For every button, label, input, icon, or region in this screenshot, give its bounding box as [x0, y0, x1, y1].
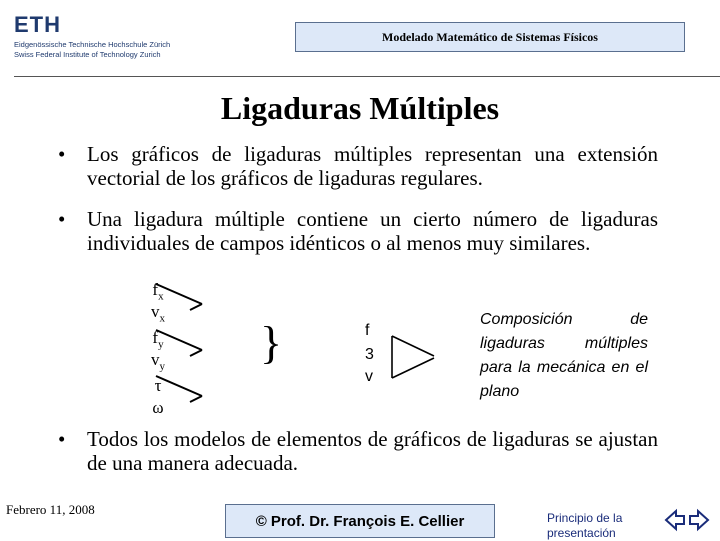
link-line-1: Principio de la [547, 511, 623, 525]
course-title: Modelado Matemático de Sistemas Físicos [382, 29, 598, 44]
link-line-2: presentación [547, 526, 616, 540]
header-divider [14, 76, 720, 77]
bullet-1-text: Los gráficos de ligaduras múltiples representan una extensión vectorial de los gráficos de ligaduras regulares. [87, 142, 658, 190]
institution-name-en: Swiss Federal Institute of Technology Zurich [14, 50, 161, 59]
diagram-caption: Composición de ligaduras múltiples para la mecánica en el plano [480, 311, 648, 400]
eth-logo [14, 14, 214, 64]
flow-vy: $v_y$ [151, 350, 165, 373]
eth-logo-mark: ETH [14, 12, 61, 37]
flow-omega: ω [152, 398, 164, 417]
author-box [225, 504, 495, 538]
flow-vx: $v_x$ [151, 302, 165, 325]
bullet-dot: • [58, 207, 66, 231]
bullet-2-text: Una ligadura múltiple contiene un cierto número de ligaduras individuales de campos idénticos o al menos muy similares. [87, 207, 658, 255]
footer-date: Febrero 11, 2008 [6, 502, 95, 517]
effort-fy: $f_y$ [152, 328, 164, 351]
grouping-brace: } [260, 317, 283, 368]
effort-tau: τ [154, 376, 162, 395]
bullet-dot: • [58, 427, 66, 451]
multibond [392, 336, 434, 378]
bullet-3 [58, 427, 658, 475]
prev-next-arrows-icon [664, 508, 710, 532]
bullet-2 [58, 207, 658, 255]
effort-fx: $f_x$ [152, 280, 164, 303]
institution-name-de: Eidgenössische Technische Hochschule Zürich [14, 40, 171, 49]
author-name: © Prof. Dr. François E. Cellier [255, 512, 465, 530]
start-of-presentation-link[interactable] [547, 511, 647, 541]
multibond-count: 3 [365, 346, 374, 363]
bullet-3-text: Todos los modelos de elementos de gráficos de ligaduras se ajustan de una manera adecuada. [87, 427, 658, 475]
slide-title: Ligaduras Múltiples [220, 90, 500, 126]
bullet-dot: • [58, 142, 66, 166]
course-title-box [295, 22, 685, 52]
nav-arrows[interactable] [664, 508, 710, 532]
multibond-diagram [120, 280, 680, 420]
multibond-flow: v [365, 368, 373, 385]
multibond-effort: f [365, 322, 370, 339]
bullet-1 [58, 142, 658, 190]
